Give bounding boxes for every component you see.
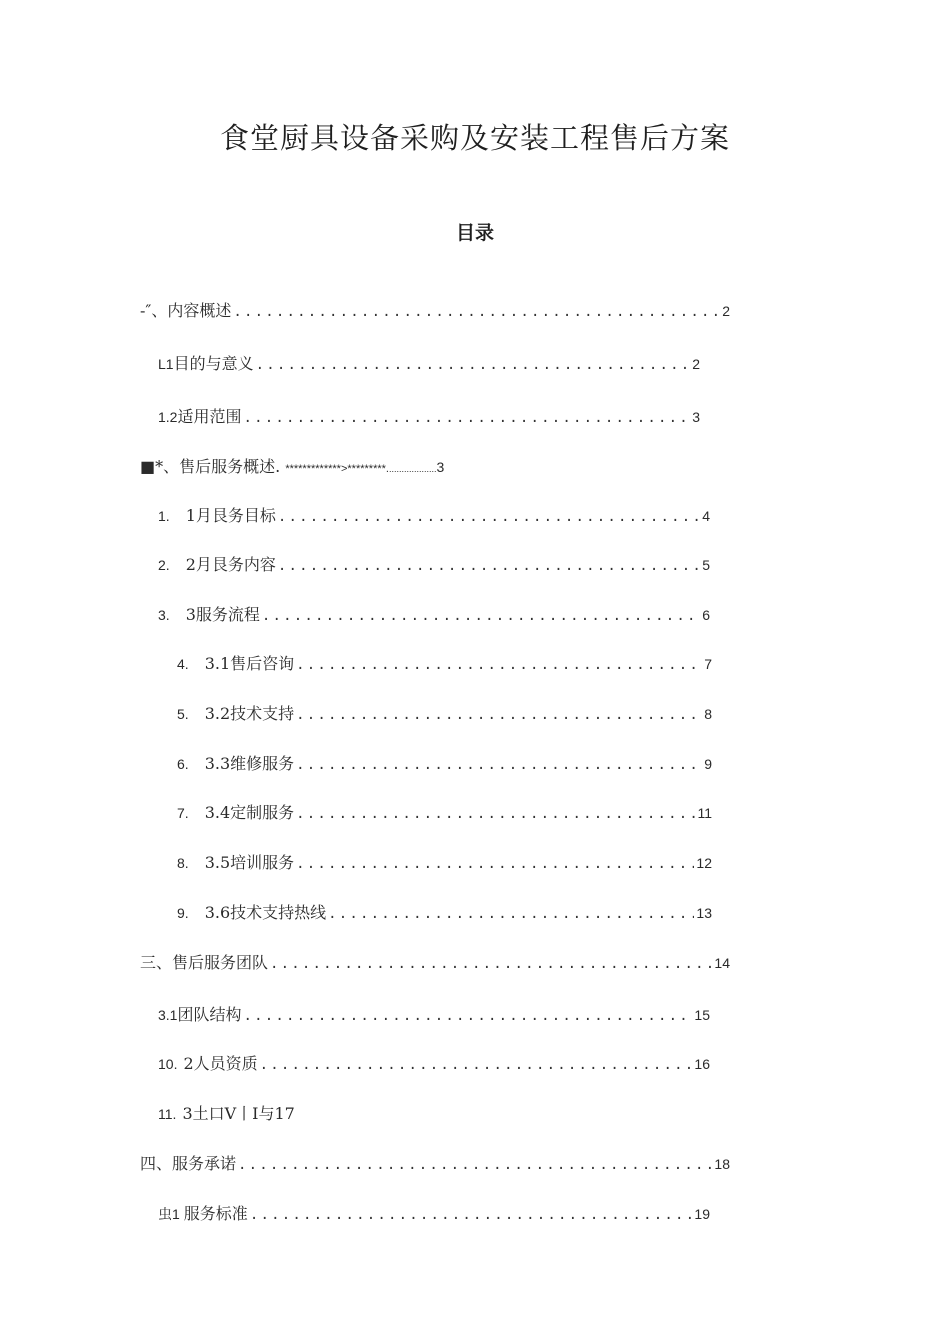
toc-entry-page: 3: [436, 459, 445, 475]
toc-entry[interactable]: [177, 751, 712, 777]
toc-leader-dots: [243, 410, 690, 426]
toc-entry-number: 2.: [158, 557, 170, 573]
toc-entry-number: 1.: [158, 508, 170, 524]
toc-entry-page: 11: [697, 805, 712, 821]
toc-leader-dots: [238, 1157, 712, 1173]
toc-entry-label: 3.6技术支持热线: [204, 903, 327, 922]
toc-entry[interactable]: [140, 298, 730, 324]
toc-leader-dots: [278, 558, 700, 574]
toc-heading: 目录: [455, 222, 494, 244]
toc-entry-label: 四、服务承诺: [140, 1154, 237, 1173]
toc-leader-dots: [256, 357, 691, 373]
toc-entry[interactable]: [177, 850, 712, 876]
toc-leader-dots: [243, 1008, 692, 1024]
toc-entry-page: 14: [714, 955, 730, 971]
toc-entry-service-overview[interactable]: [140, 454, 444, 477]
toc-entry-label: -″、内容概述: [140, 301, 232, 320]
toc-entry-label: 2人员资质: [183, 1054, 258, 1073]
toc-fine-dots: ...................: [388, 464, 437, 474]
toc-entry-page: 4: [702, 508, 710, 524]
toc-leader-dots: [233, 304, 720, 320]
toc-entry-number: 9.: [177, 905, 189, 921]
toc-entry[interactable]: [158, 404, 700, 430]
toc-entry-page: 8: [704, 706, 712, 722]
toc-entry[interactable]: [158, 1002, 710, 1028]
toc-entry-label: 团队结构: [177, 1005, 242, 1024]
toc-entry[interactable]: [158, 503, 710, 529]
toc-leader-dots: [296, 806, 695, 822]
toc-entry-label: 1月艮务目标: [185, 506, 276, 525]
toc-leader-dots: [328, 906, 694, 922]
toc-entry-label: ■*、售后服务概述.: [140, 457, 281, 476]
document-title: 食堂厨具设备采购及安装工程售后方案: [219, 121, 730, 155]
toc-entry-page: 2: [722, 303, 730, 319]
toc-entry-page: 12: [696, 855, 712, 871]
toc-leader-dots: [262, 608, 700, 624]
toc-entry-page: 16: [694, 1056, 710, 1072]
toc-entry-page: 6: [702, 607, 710, 623]
toc-leader-dots: [296, 757, 702, 773]
toc-entry-number: 3.1: [158, 1007, 178, 1023]
toc-entry-page: 5: [702, 557, 710, 573]
toc-entry-page: 15: [694, 1007, 710, 1023]
toc-entry-label: 3.2技术支持: [204, 704, 295, 723]
toc-entry-label: 三、售后服务团队: [140, 953, 269, 972]
toc-entry-page: 7: [704, 656, 712, 672]
toc-entry-label: 目的与意义: [173, 354, 254, 373]
toc-entry-page: 18: [714, 1156, 730, 1172]
toc-entry[interactable]: [158, 1051, 710, 1077]
toc-leader-dots: [296, 657, 702, 673]
toc-entry-number: L1: [158, 356, 174, 372]
toc-entry[interactable]: [158, 602, 710, 628]
toc-entry[interactable]: [177, 651, 712, 677]
toc-entry-label: 服务标准: [183, 1204, 248, 1223]
toc-entry[interactable]: [140, 950, 730, 976]
toc-entry-label: 3土口V丨I与17: [182, 1104, 295, 1123]
toc-entry-page: 9: [704, 756, 712, 772]
toc-leader-dots: [260, 1057, 693, 1073]
toc-garbled-leader: *************>*********.: [285, 463, 389, 475]
toc-entry[interactable]: [158, 552, 710, 578]
toc-entry[interactable]: [140, 1151, 730, 1177]
toc-entry-label: 3.3维修服务: [204, 754, 295, 773]
toc-entry-number: 虫1: [158, 1206, 180, 1222]
toc-entry-label: 3服务流程: [185, 605, 260, 624]
toc-entry[interactable]: [158, 1201, 710, 1227]
toc-entry-number: 10.: [158, 1056, 178, 1072]
toc-entry-number: 4.: [177, 656, 189, 672]
toc-entry-label: 适用范围: [177, 407, 242, 426]
toc-entry-page: 3: [692, 409, 700, 425]
toc-entry-page: 19: [694, 1206, 710, 1222]
toc-entry[interactable]: [177, 800, 712, 826]
toc-entry-label: 3.4定制服务: [204, 803, 295, 822]
toc-entry-number: 1.2: [158, 409, 178, 425]
toc-entry-garbled[interactable]: [158, 1101, 295, 1124]
toc-entry-page: 13: [696, 905, 712, 921]
toc-entry-label: 3.1售后咨询: [204, 654, 295, 673]
toc-entry-number: 8.: [177, 855, 189, 871]
toc-entry-number: 5.: [177, 706, 189, 722]
toc-leader-dots: [296, 856, 694, 872]
toc-entry[interactable]: [177, 701, 712, 727]
toc-leader-dots: [250, 1207, 693, 1223]
toc-leader-dots: [278, 509, 700, 525]
toc-entry[interactable]: [158, 351, 700, 377]
toc-leader-dots: [270, 956, 712, 972]
toc-entry[interactable]: [177, 900, 712, 926]
toc-entry-label: 2月艮务内容: [185, 555, 276, 574]
toc-entry-number: 11.: [158, 1106, 177, 1122]
toc-entry-label: 3.5培训服务: [204, 853, 295, 872]
toc-entry-page: 2: [692, 356, 700, 372]
toc-leader-dots: [296, 707, 702, 723]
toc-entry-number: 6.: [177, 756, 189, 772]
toc-entry-number: 3.: [158, 607, 170, 623]
toc-entry-number: 7.: [177, 805, 189, 821]
